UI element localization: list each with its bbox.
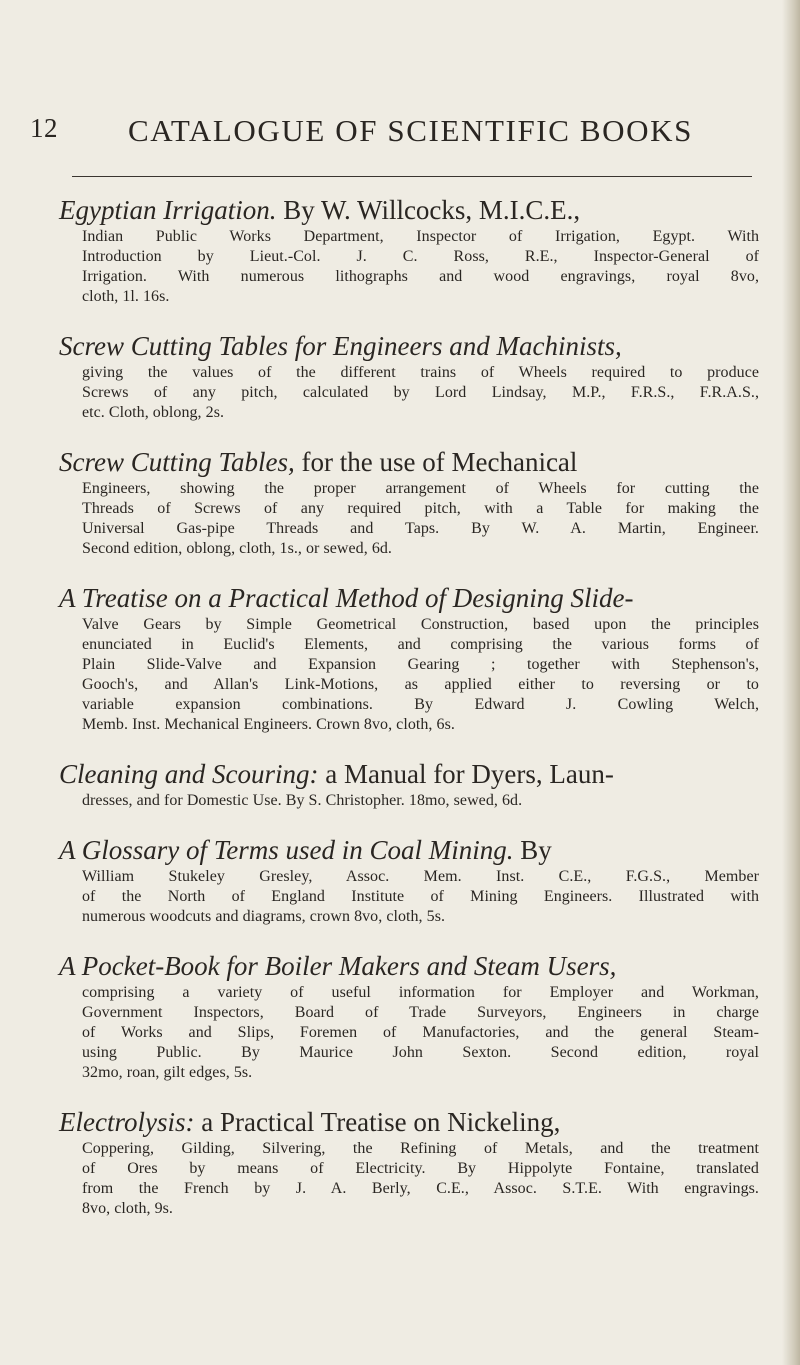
entry-description [82,867,759,927]
entry-line: William Stukeley Gresley, Assoc. Mem. Inst. C.E., F.G.S., Member [82,868,759,885]
entry-line: from the French by J. A. Berly, C.E., Assoc. S.T.E. With engravings. [82,1180,759,1197]
entry-title: Electrolysis: [59,1107,195,1137]
entry-line: 8vo, cloth, 9s. [82,1200,173,1217]
entry-line: Second edition, oblong, cloth, 1s., or sewed, 6d. [82,540,392,557]
entry-title: Screw Cutting Tables for Engineers and Machinists, [59,331,622,361]
entry-line: Valve Gears by Simple Geometrical Construction, based upon the principles [82,616,759,633]
entry-line: Engineers, showing the proper arrangement of Wheels for cutting the [82,480,759,497]
catalogue-entry [59,949,759,1083]
entry-description [82,227,759,307]
entry-line: of Works and Slips, Foremen of Manufactories, and the general Steam- [82,1024,759,1041]
entry-line: Coppering, Gilding, Silvering, the Refining of Metals, and the treatment [82,1140,759,1157]
entry-description [82,363,759,423]
running-title: CATALOGUE OF SCIENTIFIC BOOKS [128,113,693,148]
catalogue-entry [59,1105,759,1219]
entry-line: using Public. By Maurice John Sexton. Second edition, royal [82,1044,759,1061]
entry-heading-rest: a Manual for Dyers, Laun- [318,759,614,789]
entry-heading-rest: a Practical Treatise on Nickeling, [194,1107,561,1137]
entry-heading-rest: By [513,835,552,865]
entry-line: etc. Cloth, oblong, 2s. [82,404,225,421]
page-header [30,113,750,153]
entry-line: Indian Public Works Department, Inspector of Irrigation, Egypt. With [82,228,759,245]
entry-line: 32mo, roan, gilt edges, 5s. [82,1064,253,1081]
entry-line: comprising a variety of useful information for Employer and Workman, [82,984,759,1001]
entry-line: Plain Slide-Valve and Expansion Gearing ; together with Stephenson's, [82,656,759,673]
catalogue-entry [59,193,759,307]
entry-line: cloth, 1l. 16s. [82,288,170,305]
entry-description [82,615,759,735]
entry-heading-rest: By W. Willcocks, M.I.C.E., [276,195,581,225]
entry-line: numerous woodcuts and diagrams, crown 8vo, cloth, 5s. [82,908,446,925]
catalogue-entry [59,445,759,559]
entry-line: Gooch's, and Allan's Link-Motions, as applied either to reversing or to [82,676,759,693]
entry-line: dresses, and for Domestic Use. By S. Christopher. 18mo, sewed, 6d. [82,792,523,809]
entry-heading [59,329,759,363]
page-number: 12 [30,113,58,143]
entry-heading [59,1105,759,1139]
entry-description [82,1139,759,1219]
entry-heading [59,581,759,615]
entry-title: A Treatise on a Practical Method of Designing Slide- [59,583,634,613]
entry-heading [59,193,759,227]
catalogue-entry [59,329,759,423]
entry-title: Egyptian Irrigation. [59,195,277,225]
entry-heading [59,757,759,791]
entry-line: Universal Gas-pipe Threads and Taps. By W. A. Martin, Engineer. [82,520,759,537]
entry-line: Irrigation. With numerous lithographs and wood engravings, royal 8vo, [82,268,759,285]
entry-title: A Pocket-Book for Boiler Makers and Steam Users, [59,951,617,981]
entry-heading [59,833,759,867]
entry-line: Screws of any pitch, calculated by Lord Lindsay, M.P., F.R.S., F.R.A.S., [82,384,759,401]
catalogue-entry [59,581,759,735]
entry-title: Cleaning and Scouring: [59,759,319,789]
entry-line: of the North of England Institute of Mining Engineers. Illustrated with [82,888,759,905]
entry-title: A Glossary of Terms used in Coal Mining. [59,835,514,865]
catalogue-entries [59,193,759,1241]
entry-line: Memb. Inst. Mechanical Engineers. Crown 8vo, cloth, 6s. [82,716,455,733]
entry-description [82,791,759,811]
entry-line: Government Inspectors, Board of Trade Surveyors, Engineers in charge [82,1004,759,1021]
entry-description [82,479,759,559]
entry-title: Screw Cutting Tables, [59,447,295,477]
entry-line: of Ores by means of Electricity. By Hippolyte Fontaine, translated [82,1160,759,1177]
entry-description [82,983,759,1083]
entry-line: variable expansion combinations. By Edward J. Cowling Welch, [82,696,759,713]
entry-line: Introduction by Lieut.-Col. J. C. Ross, R.E., Inspector-General of [82,248,759,265]
page-edge-shadow [782,0,800,1365]
entry-line: giving the values of the different trains of Wheels required to produce [82,364,759,381]
catalogue-entry [59,757,759,811]
entry-heading [59,445,759,479]
entry-line: Threads of Screws of any required pitch, with a Table for making the [82,500,759,517]
entry-heading [59,949,759,983]
entry-heading-rest: for the use of Mechanical [294,447,578,477]
catalogue-entry [59,833,759,927]
entry-line: enunciated in Euclid's Elements, and comprising the various forms of [82,636,759,653]
header-rule [72,176,752,177]
